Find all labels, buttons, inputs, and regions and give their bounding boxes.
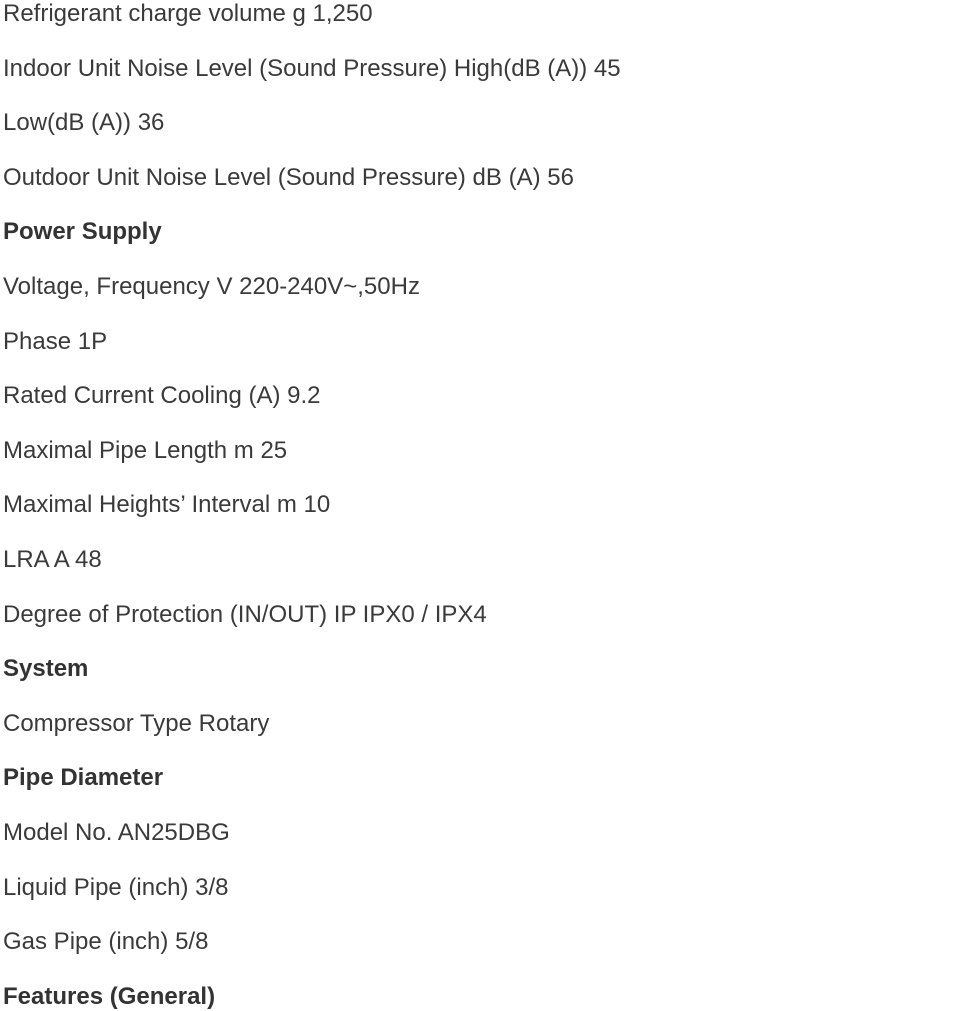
spec-item-liquid-pipe: Liquid Pipe (inch) 3/8 [3, 873, 229, 901]
spec-section-header-features-general: Features (General) [3, 982, 216, 1010]
spec-item-indoor-noise-high: Indoor Unit Noise Level (Sound Pressure) High(dB (A)) 45 [3, 54, 621, 82]
spec-item-lra: LRA A 48 [3, 545, 102, 573]
spec-item-phase: Phase 1P [3, 327, 108, 355]
spec-item-maximal-pipe-length: Maximal Pipe Length m 25 [3, 436, 288, 464]
spec-item-degree-of-protection: Degree of Protection (IN/OUT) IP IPX0 / IPX4 [3, 600, 487, 628]
spec-section-header-power-supply: Power Supply [3, 218, 162, 246]
spec-item-maximal-heights-interval: Maximal Heights’ Interval m 10 [3, 491, 331, 519]
spec-item-rated-current-cooling: Rated Current Cooling (A) 9.2 [3, 382, 321, 410]
spec-item-refrigerant-charge: Refrigerant charge volume g 1,250 [3, 0, 373, 27]
spec-item-voltage-frequency: Voltage, Frequency V 220-240V~,50Hz [3, 272, 420, 300]
spec-item-outdoor-noise: Outdoor Unit Noise Level (Sound Pressure) dB (A) 56 [3, 163, 574, 191]
spec-item-indoor-noise-low: Low(dB (A)) 36 [3, 109, 165, 137]
spec-section-header-system: System [3, 655, 89, 683]
spec-item-model-no: Model No. AN25DBG [3, 818, 230, 846]
spec-item-gas-pipe: Gas Pipe (inch) 5/8 [3, 928, 209, 956]
spec-section-header-pipe-diameter: Pipe Diameter [3, 764, 164, 792]
spec-item-compressor-type: Compressor Type Rotary [3, 709, 270, 737]
